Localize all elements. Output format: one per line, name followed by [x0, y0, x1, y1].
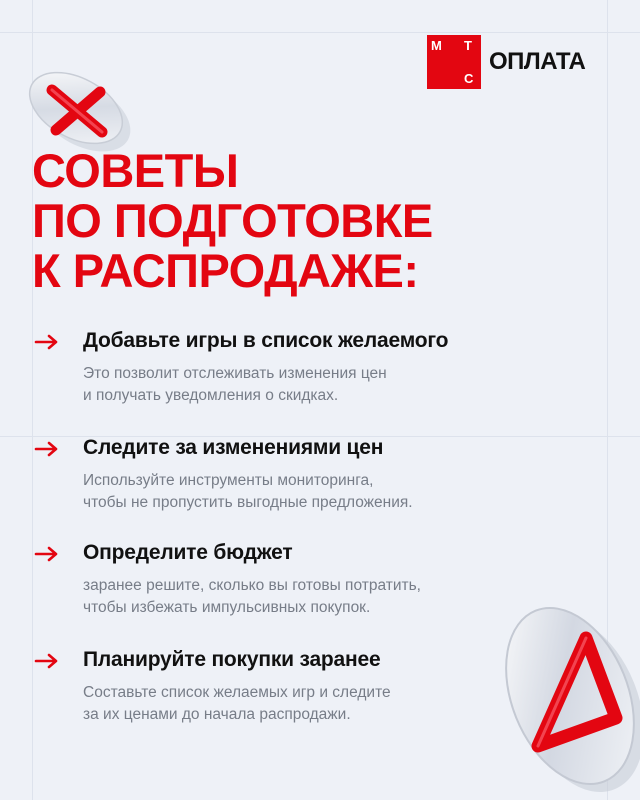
arrow-right-icon: [34, 333, 60, 351]
logo-letter: М: [431, 38, 442, 53]
tip-description: [83, 363, 543, 407]
title-line: К РАСПРОДАЖЕ:: [32, 244, 419, 297]
triangle-coin-icon: [470, 596, 640, 800]
tip-description-line: за их ценами до начала распродажи.: [83, 706, 351, 723]
arrow-right-icon: [34, 440, 60, 458]
title-line: ПО ПОДГОТОВКЕ: [32, 194, 433, 247]
tip-description-line: чтобы не пропустить выгодные предложения.: [83, 494, 413, 511]
tip-description-line: и получать уведомления о скидках.: [83, 387, 339, 404]
logo-letter: С: [464, 71, 474, 86]
logo-letter: Т: [464, 38, 472, 53]
tip-heading: Определите бюджет: [83, 541, 293, 564]
arrow-right-icon: [34, 652, 60, 670]
tip-description-line: Составьте список желаемых игр и следите: [83, 684, 391, 701]
grid-line: [0, 32, 640, 33]
tip-heading: Следите за изменениями цен: [83, 436, 384, 459]
brand-name: ОПЛАТА: [489, 48, 586, 75]
tip-description: [83, 470, 543, 514]
arrow-right-icon: [34, 545, 60, 563]
tip-heading: Планируйте покупки заранее: [83, 648, 381, 671]
page-title: [32, 146, 433, 296]
tip-description-line: заранее решите, сколько вы готовы потратить,: [83, 577, 421, 594]
tip-description-line: Используйте инструменты мониторинга,: [83, 472, 374, 489]
title-line: СОВЕТЫ: [32, 144, 239, 197]
tip-heading: Добавьте игры в список желаемого: [83, 329, 449, 352]
tip-description-line: Это позволит отслеживать изменения цен: [83, 365, 387, 382]
tip-description-line: чтобы избежать импульсивных покупок.: [83, 599, 371, 616]
mts-logo: [427, 35, 481, 89]
